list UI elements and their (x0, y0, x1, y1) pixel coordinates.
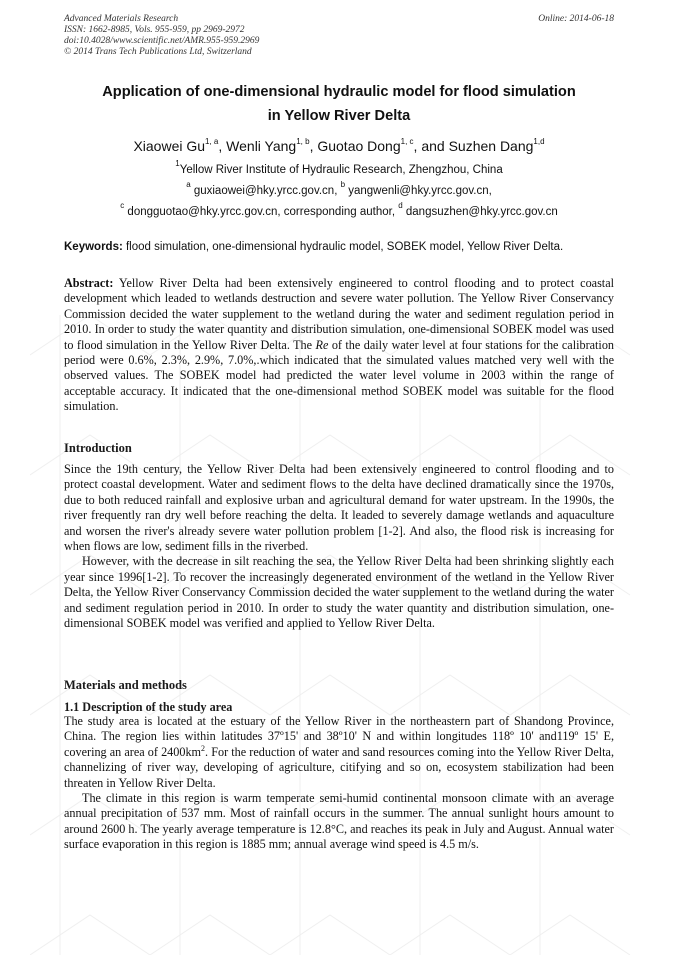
paragraph: However, with the decrease in silt reaching the sea, the Yellow River Delta had been shrinking slightly each year since 1996[1-2]. To recover the increasingly degenerated environment of the wetland in the Yellow River Delta, the Yellow River Conservancy Commission decided the water supplement to the wetland during the water and sediment regulation period in 2010. In order to study the water quantity and distribution simulation, one-dimensional SOBEK model was verified and applied to Yellow River Delta. (64, 554, 614, 631)
title-line-1: Application of one-dimensional hydraulic model for flood simulation (102, 84, 576, 100)
author-name: Xiaowei Gu (133, 138, 206, 154)
author-affiliation-mark: 1,d (533, 137, 545, 146)
paper-title (64, 80, 614, 128)
introduction-heading: Introduction (64, 441, 132, 455)
email-line-2 (64, 201, 614, 218)
email-text[interactable]: dongguotao@hky.yrcc.gov.cn, corresponding author, (124, 206, 399, 218)
email-line-1 (64, 180, 614, 197)
email-mark: d (398, 201, 403, 210)
paragraph: Since the 19th century, the Yellow River Delta had been extensively engineered to control flooding and to protect coastal development. Water and sediment flows to the delta have declined dramatically since the 1970s, due to both reduced rainfall and explosive urban and agricultural demand for water upstream. In the 1990s, the river frequently ran dry well before reaching the delta. It leaded to severely damage wetlands and aquaculture and worsen the river's already severe water pollution problem [1-2]. And also, the flood risk is increasing for when flows are low, sediment fills in the riverbed. (64, 462, 614, 554)
paragraph: The climate in this region is warm temperate semi-humid continental monsoon climate with an average annual precipitation of 537 mm. Most of rainfall occurs in the summer. The annual sunlight hours amount to around 2600 h. The yearly average temperature is 12.8°C, and reaches its peak in July and August. Annual water surface evaporation in this region is 1885 mm; annual average wind speed is 4.5 m/s. (64, 791, 614, 852)
journal-name: Advanced Materials Research (64, 14, 179, 24)
author-separator: , and (413, 138, 449, 154)
title-line-2: in Yellow River Delta (267, 108, 411, 124)
author-name: Suzhen Dang (448, 138, 534, 154)
keywords-text: flood simulation, one-dimensional hydraulic model, SOBEK model, Yellow River Delta. (122, 241, 564, 253)
author-separator: , (309, 138, 318, 154)
email-text[interactable]: yangwenli@hky.yrcc.gov.cn, (345, 185, 492, 197)
abstract (64, 276, 614, 415)
affiliation (64, 159, 614, 176)
author-separator: , (218, 138, 227, 154)
paragraph (64, 714, 614, 791)
email-mark: c (120, 201, 125, 210)
email-text[interactable]: guxiaowei@hky.yrcc.gov.cn, (190, 185, 341, 197)
abstract-label: Abstract: (64, 276, 114, 290)
journal-header (64, 14, 614, 58)
keywords-label: Keywords: (64, 241, 123, 253)
online-date: Online: 2014-06-18 (538, 14, 614, 24)
abstract-text: of the daily water level at four stations for the calibration period were 0.6%, 2.3%, 2.9%, 7.0%,.which indicated that the simulated values matched very well with the observed values. The SOBEK model had predicted the water level volume in 2003 within the range of acceptable accuracy. It indicated that the one-dimensional method SOBEK model was suitable for the flood simulation. (64, 337, 615, 414)
superscript: 2 (201, 743, 206, 753)
abstract-text: Yellow River Delta had been extensively engineered to control flooding and to protect coastal development which leaded to wetlands destruction and severe water pollution. The Yellow River Conservancy Commission decided the water supplement to the wetland during the water and sediment regulation period in 2010. In order to study the water quantity and distribution simulation, one-dimensional SOBEK model was used to flood simulation in the Yellow River Delta. The (64, 276, 614, 352)
affiliation-text: Yellow River Institute of Hydraulic Research, Zhengzhou, China (179, 164, 503, 176)
methods-heading: Materials and methods (64, 678, 187, 692)
abstract-re-symbol: Re (315, 337, 329, 352)
introduction-body (64, 462, 614, 631)
subsection-heading: 1.1 Description of the study area (64, 700, 233, 714)
study-area-body (64, 714, 614, 853)
author-name: Guotao Dong (317, 138, 401, 154)
author-affiliation-mark: 1, a (205, 137, 219, 146)
author-affiliation-mark: 1, b (296, 137, 310, 146)
paragraph-text: The study area is located at the estuary of the Yellow River in the northeastern part of Shandong Province, China. The region lies within latitudes 37º15' and 38º10' N and within longitudes 118º 10' and119º 15' E, covering an area of 2400km (64, 714, 614, 759)
affiliation-mark: 1 (175, 159, 180, 168)
email-text[interactable]: dangsuzhen@hky.yrcc.gov.cn (402, 206, 558, 218)
issn-line: ISSN: 1662-8985, Vols. 955-959, pp 2969-2972 (64, 25, 245, 35)
email-mark: b (340, 180, 346, 189)
keywords (64, 241, 624, 253)
author-list (64, 138, 614, 154)
paragraph-text: . For the reduction of water and sand resources coming into the Yellow River Delta, channelizing of river way, developing of agriculture, citifying and so on, ecosystem stabilization had been threaten in Yellow River Delta. (64, 744, 614, 790)
doi-line: doi:10.4028/www.scientific.net/AMR.955-959.2969 (64, 36, 260, 46)
copyright-line: © 2014 Trans Tech Publications Ltd, Switzerland (64, 47, 252, 57)
author-affiliation-mark: 1, c (400, 137, 414, 146)
author-name: Wenli Yang (226, 138, 297, 154)
email-mark: a (186, 180, 191, 189)
